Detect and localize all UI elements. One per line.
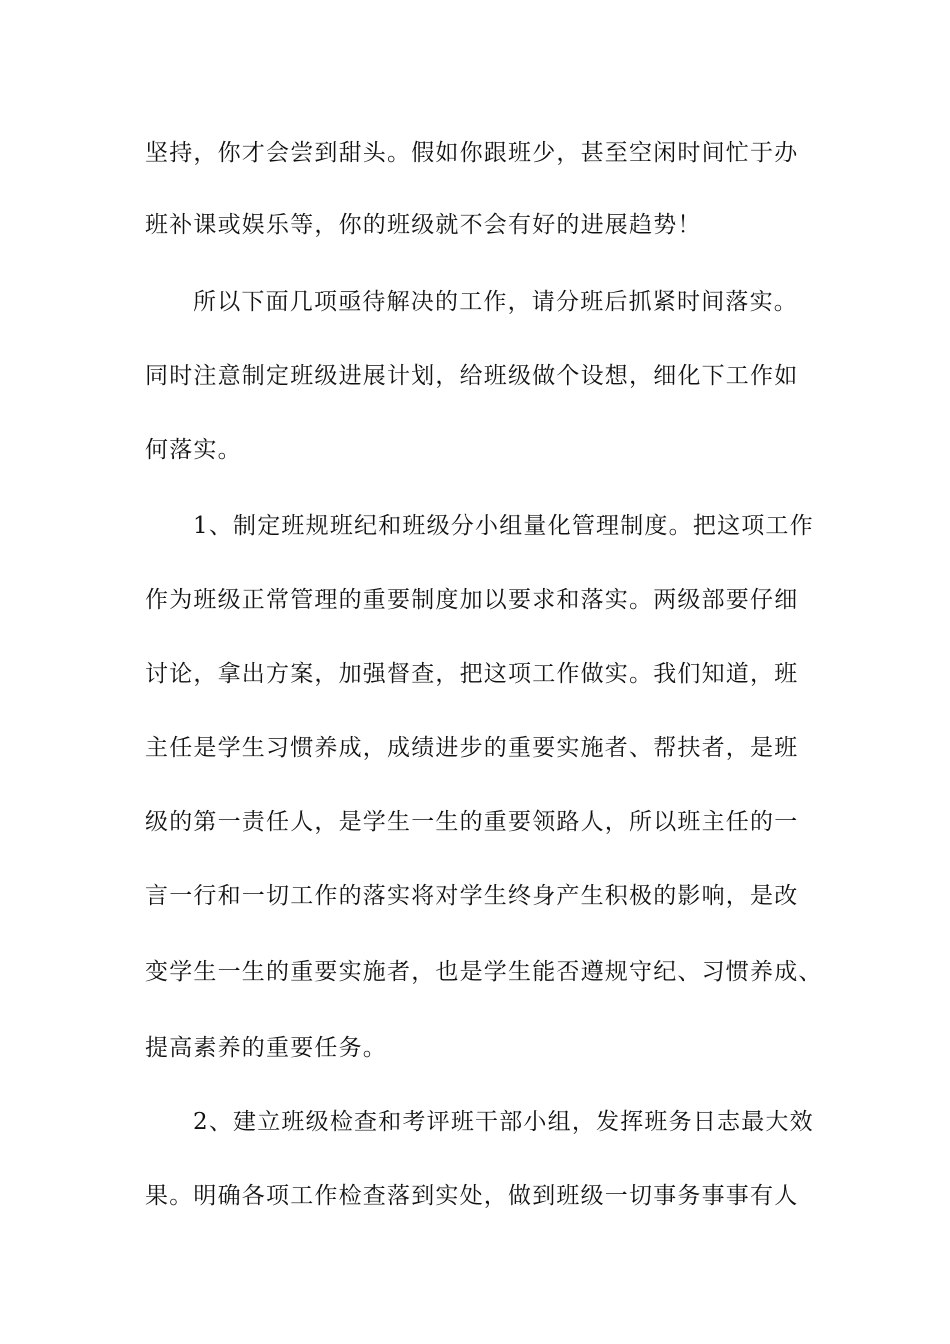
- text-line: 班补课或娱乐等，你的班级就不会有好的进展趋势！: [145, 212, 702, 238]
- text-line: 变学生一生的重要实施者，也是学生能否遵规守纪、习惯养成、: [145, 959, 823, 985]
- text-line: 提高素养的重要任务。: [145, 1035, 387, 1061]
- text-line: 讨论，拿出方案，加强督查，把这项工作做实。我们知道，班: [145, 661, 799, 687]
- text-line: 何落实。: [145, 437, 242, 463]
- text-line: 果。明确各项工作检查落到实处，做到班级一切事务事事有人: [145, 1183, 799, 1209]
- text-line: 言一行和一切工作的落实将对学生终身产生积极的影响，是改: [145, 883, 799, 909]
- paragraph-first-line: 2、建立班级检查和考评班干部小组，发挥班务日志最大效: [193, 1109, 814, 1135]
- text-line: 级的第一责任人，是学生一生的重要领路人，所以班主任的一: [145, 809, 799, 835]
- text-line: 主任是学生习惯养成，成绩进步的重要实施者、帮扶者，是班: [145, 735, 799, 761]
- paragraph-first-line: 1、制定班规班纪和班级分小组量化管理制度。把这项工作: [193, 513, 814, 539]
- text-line: 坚持，你才会尝到甜头。假如你跟班少，甚至空闲时间忙于办: [145, 140, 799, 166]
- text-line: 作为班级正常管理的重要制度加以要求和落实。两级部要仔细: [145, 587, 799, 613]
- paragraph-first-line: 所以下面几项亟待解决的工作，请分班后抓紧时间落实。: [193, 289, 798, 315]
- text-line: 同时注意制定班级进展计划，给班级做个设想，细化下工作如: [145, 363, 799, 389]
